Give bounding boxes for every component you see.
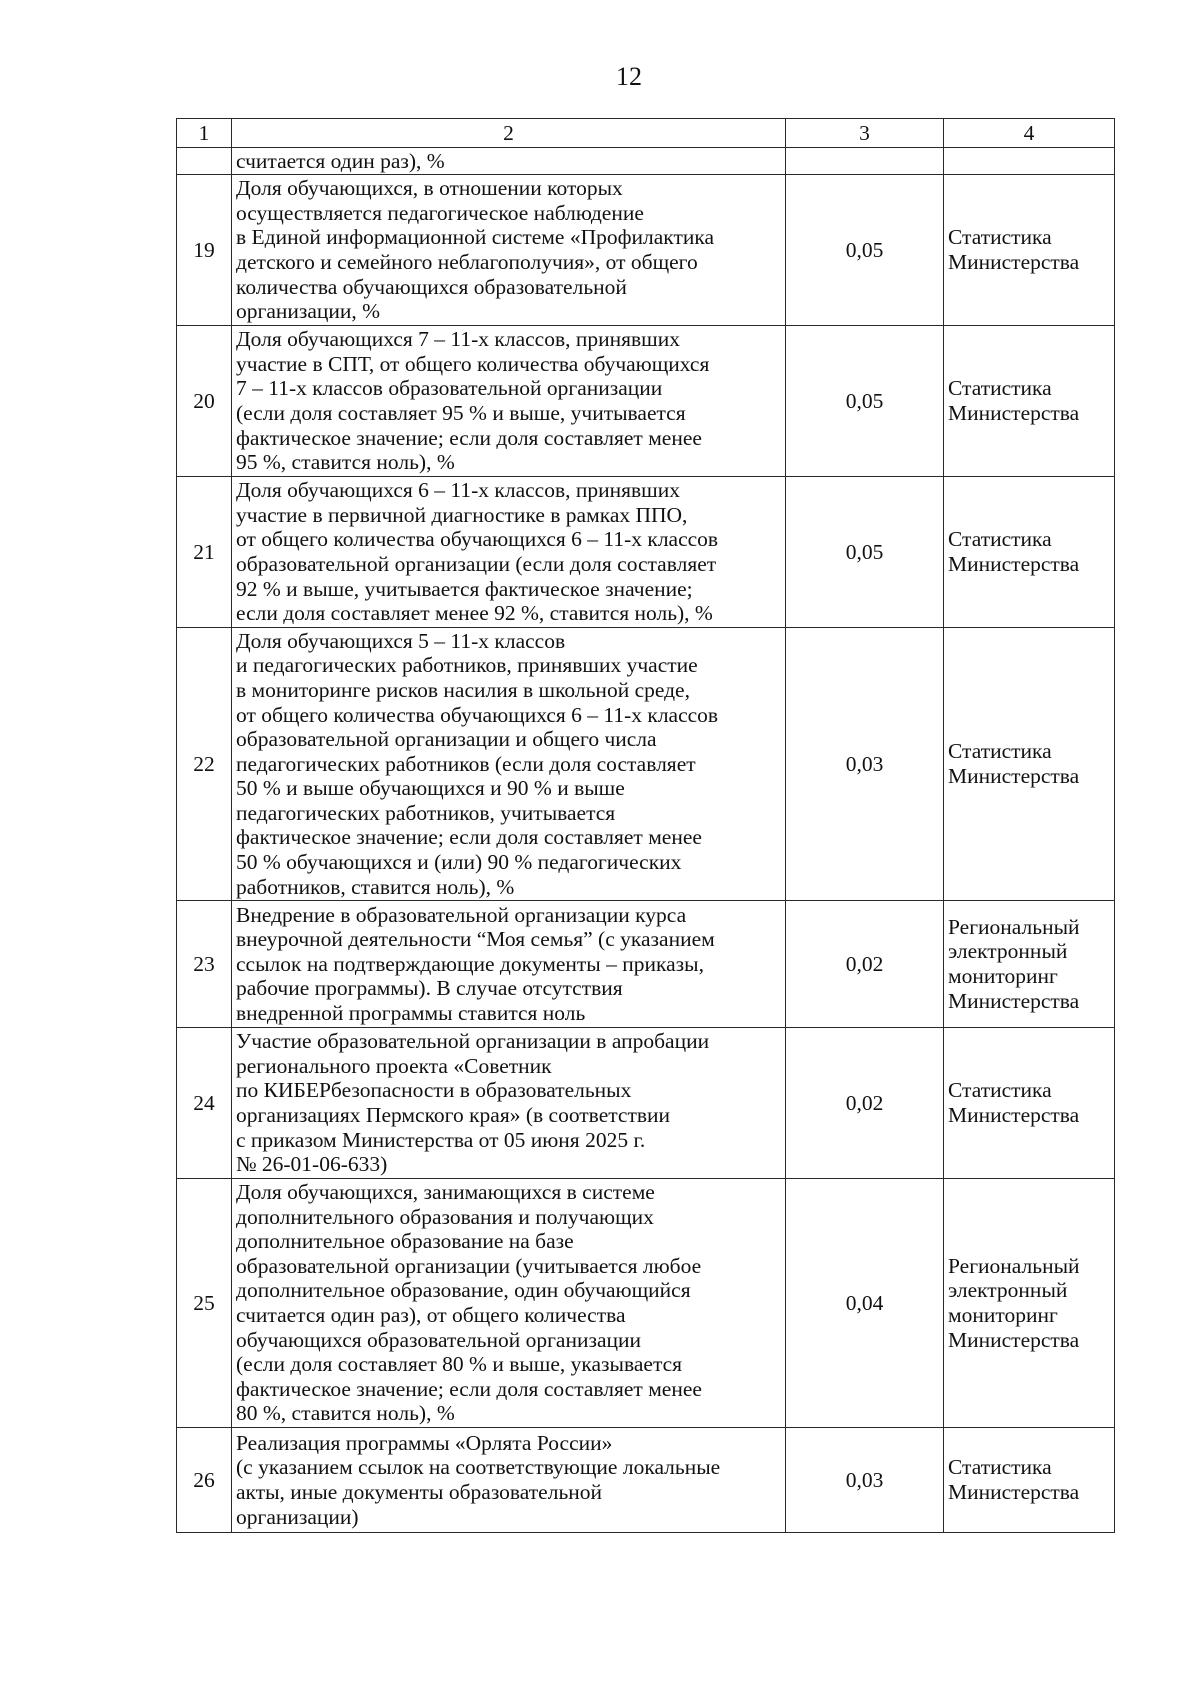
desc-line: обучающихся образовательной организации xyxy=(236,1327,642,1352)
row-indicator-text xyxy=(232,175,786,326)
desc-line: рабочие программы). В случае отсутствия xyxy=(236,976,623,1001)
desc-line: в Единой информационной системе «Профилактика xyxy=(236,225,715,250)
desc-line: № 26-01-06-633) xyxy=(236,1152,388,1177)
continuation-weight xyxy=(786,148,944,175)
table-row xyxy=(177,175,1115,326)
row-source xyxy=(944,477,1115,628)
desc-line: Реализация программы «Орлята России» xyxy=(236,1430,613,1455)
source-line: Министерства xyxy=(948,764,1080,788)
desc-line: дополнительного образования и получающих xyxy=(236,1204,654,1229)
row-indicator-text xyxy=(232,1179,786,1428)
row-weight: 0,04 xyxy=(786,1179,944,1428)
desc-line: дополнительное образование на базе xyxy=(236,1229,574,1254)
desc-line: количества обучающихся образовательной xyxy=(236,274,627,299)
row-weight: 0,05 xyxy=(786,326,944,477)
desc-line: если доля составляет менее 92 %, ставится ноль), % xyxy=(236,601,713,626)
row-source xyxy=(944,1179,1115,1428)
row-indicator-text xyxy=(232,326,786,477)
desc-line: (если доля составляет 80 % и выше, указывается xyxy=(236,1352,683,1377)
desc-line: считается один раз), % xyxy=(236,148,445,173)
row-number: 25 xyxy=(177,1179,232,1428)
desc-line: образовательной организации и общего числа xyxy=(236,727,657,752)
continuation-text xyxy=(232,148,786,175)
criteria-table xyxy=(176,118,1115,1533)
desc-line: в мониторинге рисков насилия в школьной среде, xyxy=(236,677,690,702)
desc-line: внеурочной деятельности “Моя семья” (с указанием xyxy=(236,927,715,952)
desc-line: считается один раз), от общего количества xyxy=(236,1303,626,1327)
source-line: Статистика xyxy=(948,225,1052,250)
source-line: Министерства xyxy=(948,988,1080,1013)
desc-line: (если доля составляет 95 % и выше, учитывается xyxy=(236,401,686,425)
desc-line: участие в СПТ, от общего количества обучающихся xyxy=(236,351,710,376)
row-indicator-text xyxy=(232,628,786,901)
desc-line: Доля обучающихся 7 – 11-х классов, принявших xyxy=(236,327,680,352)
table-row xyxy=(177,628,1115,901)
desc-line: фактическое значение; если доля составляет менее xyxy=(236,1376,702,1401)
source-line: Статистика xyxy=(948,376,1052,401)
desc-line: организациях Пермского края» (в соответствии xyxy=(236,1103,671,1127)
desc-line: ссылок на подтверждающие документы – приказы, xyxy=(236,951,704,976)
desc-line: образовательной организации (учитывается любое xyxy=(236,1253,702,1278)
source-line: Статистика xyxy=(948,739,1052,764)
row-indicator-text xyxy=(232,1428,786,1533)
source-line: Министерства xyxy=(948,401,1080,425)
source-line: Министерства xyxy=(948,1480,1080,1504)
desc-line: по КИБЕРбезопасности в образовательных xyxy=(236,1078,632,1103)
source-line: Статистика xyxy=(948,1455,1052,1480)
table-header-row xyxy=(177,119,1115,148)
row-indicator-text xyxy=(232,901,786,1028)
continuation-row xyxy=(177,148,1115,175)
desc-line: 95 %, ставится ноль), % xyxy=(236,450,455,475)
row-number: 26 xyxy=(177,1428,232,1533)
source-line: Статистика xyxy=(948,527,1052,552)
desc-line: педагогических работников (если доля составляет xyxy=(236,751,696,776)
desc-line: фактическое значение; если доля составляет менее xyxy=(236,825,702,850)
desc-line: 7 – 11-х классов образовательной организации xyxy=(236,376,663,401)
source-line: Статистика xyxy=(948,1078,1052,1103)
desc-line: образовательной организации (если доля составляет xyxy=(236,552,717,576)
desc-line: организации, % xyxy=(236,299,381,324)
desc-line: от общего количества обучающихся 6 – 11-х классов xyxy=(236,527,719,552)
source-line: мониторинг xyxy=(948,964,1058,988)
source-line: Региональный xyxy=(948,914,1080,939)
table-row xyxy=(177,1179,1115,1428)
row-weight: 0,02 xyxy=(786,901,944,1028)
source-line: электронный xyxy=(948,939,1068,964)
row-source xyxy=(944,326,1115,477)
source-line: Министерства xyxy=(948,1103,1080,1127)
table-rows xyxy=(177,175,1115,1533)
table-row xyxy=(177,1028,1115,1179)
continuation-num xyxy=(177,148,232,175)
source-line: Министерства xyxy=(948,1327,1080,1352)
desc-line: 50 % обучающихся и (или) 90 % педагогических xyxy=(236,850,682,875)
desc-line: регионального проекта «Советник xyxy=(236,1053,552,1078)
source-line: Министерства xyxy=(948,552,1080,576)
row-weight: 0,02 xyxy=(786,1028,944,1179)
desc-line: Участие образовательной организации в апробации xyxy=(236,1029,710,1054)
desc-line: осуществляется педагогическое наблюдение xyxy=(236,200,644,225)
row-weight: 0,05 xyxy=(786,477,944,628)
header-col-2: 2 xyxy=(232,119,786,148)
row-indicator-text xyxy=(232,477,786,628)
desc-line: фактическое значение; если доля составляет менее xyxy=(236,425,702,450)
row-weight: 0,03 xyxy=(786,628,944,901)
desc-line: участие в первичной диагностике в рамках ППО, xyxy=(236,502,688,527)
row-source xyxy=(944,628,1115,901)
row-number: 21 xyxy=(177,477,232,628)
row-number: 24 xyxy=(177,1028,232,1179)
desc-line: 50 % и выше обучающихся и 90 % и выше xyxy=(236,776,625,801)
row-weight: 0,03 xyxy=(786,1428,944,1533)
header-col-4: 4 xyxy=(944,119,1115,148)
source-line: Министерства xyxy=(948,250,1080,274)
source-line: Региональный xyxy=(948,1253,1080,1278)
desc-line: внедренной программы ставится ноль xyxy=(236,1000,586,1025)
desc-line: и педагогических работников, принявших участие xyxy=(236,653,698,678)
desc-line: 80 %, ставится ноль), % xyxy=(236,1401,455,1426)
desc-line: Доля обучающихся 5 – 11-х классов xyxy=(236,628,566,653)
desc-line: Внедрение в образовательной организации курса xyxy=(236,902,687,927)
desc-line: работников, ставится ноль), % xyxy=(236,874,515,899)
header-col-3: 3 xyxy=(786,119,944,148)
row-source xyxy=(944,175,1115,326)
row-source xyxy=(944,1028,1115,1179)
desc-line: от общего количества обучающихся 6 – 11-х классов xyxy=(236,702,719,727)
row-source xyxy=(944,1428,1115,1533)
header-col-1: 1 xyxy=(177,119,232,148)
desc-line: дополнительное образование, один обучающийся xyxy=(236,1278,691,1303)
page-number: 12 xyxy=(616,62,642,91)
source-line: электронный xyxy=(948,1278,1068,1303)
desc-line: (с указанием ссылок на соответствующие локальные xyxy=(236,1455,721,1480)
desc-line: организации) xyxy=(236,1504,359,1529)
table-row xyxy=(177,1428,1115,1533)
row-number: 23 xyxy=(177,901,232,1028)
row-number: 22 xyxy=(177,628,232,901)
source-line: мониторинг xyxy=(948,1303,1058,1327)
desc-line: с приказом Министерства от 05 июня 2025 г. xyxy=(236,1127,646,1152)
row-number: 20 xyxy=(177,326,232,477)
desc-line: 92 % и выше, учитывается фактическое значение; xyxy=(236,576,693,601)
row-indicator-text xyxy=(232,1028,786,1179)
table-row xyxy=(177,477,1115,628)
row-number: 19 xyxy=(177,175,232,326)
row-weight: 0,05 xyxy=(786,175,944,326)
desc-line: акты, иные документы образовательной xyxy=(236,1480,603,1504)
desc-line: Доля обучающихся, занимающихся в системе xyxy=(236,1180,655,1205)
desc-line: Доля обучающихся 6 – 11-х классов, принявших xyxy=(236,478,680,503)
continuation-source xyxy=(944,148,1115,175)
table-row xyxy=(177,326,1115,477)
desc-line: педагогических работников, учитывается xyxy=(236,800,616,825)
row-source xyxy=(944,901,1115,1028)
desc-line: детского и семейного неблагополучия», от общего xyxy=(236,250,698,274)
table-row xyxy=(177,901,1115,1028)
desc-line: Доля обучающихся, в отношении которых xyxy=(236,176,623,201)
